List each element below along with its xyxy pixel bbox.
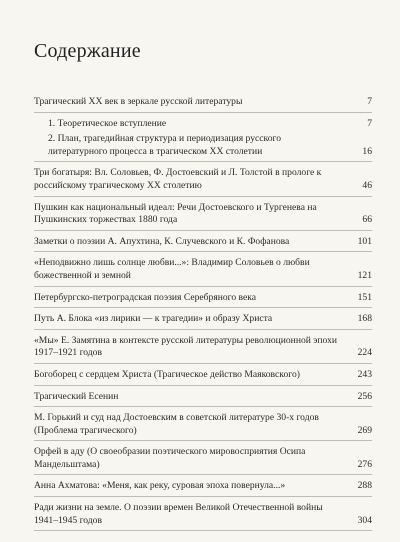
toc-entry-title: Анна Ахматова: «Меня, как реку, суровая эпоха повернула...» [34, 480, 286, 492]
toc-entry-page: 269 [357, 424, 372, 436]
toc-entry-title: Три богатыря: Вл. Соловьев, Ф. Достоевский и Л. Толстой в прологе к российскому трагическому XX столетию [34, 167, 322, 191]
toc-entry [34, 313, 372, 330]
toc-entry [34, 335, 372, 364]
toc-entry [34, 202, 372, 231]
toc-entry-page: 46 [362, 179, 372, 191]
toc-entry [34, 502, 372, 531]
toc-entry-title: Заметки о поэзии А. Апухтина, К. Случевского и К. Фофанова [34, 235, 290, 247]
toc-entry [34, 236, 372, 253]
toc-entry [34, 412, 372, 441]
toc-entry-title: Трагический Есенин [34, 390, 119, 402]
toc-entry-title: «Мы» Е. Замятина в контексте русской литературы революционной эпохи 1917–1921 годов [34, 334, 338, 359]
toc-subentry [34, 118, 372, 132]
toc-entry-title: «Неподвижно лишь солнце любви...»: Владимир Соловьев о любви божественной и земной [34, 257, 310, 281]
toc-entry-page: 304 [357, 514, 372, 526]
toc-entry-page: 16 [362, 145, 372, 157]
toc-entry [34, 480, 372, 497]
toc-entry-page: 66 [362, 214, 372, 226]
toc-entry-page: 168 [357, 313, 372, 325]
toc-entry [34, 292, 372, 309]
toc-entry [34, 369, 372, 386]
toc-entry-title: Пушкин как национальный идеал: Речи Достоевского и Тургенева на Пушкинских торжествах 1880 года [34, 201, 317, 226]
toc-entry-title: Петербургско-петроградская поэзия Серебряного века [34, 291, 257, 303]
toc-entry-page: 7 [367, 117, 372, 129]
toc-entry-title: Путь А. Блока «из лирики — к трагедии» и образу Христа [34, 313, 273, 325]
toc-entry [34, 167, 372, 196]
toc-entry-title: М. Горький и суд над Достоевским в советской литературе 30-х годов (Проблема трагического) [34, 412, 319, 436]
toc-entry-page: 151 [357, 291, 372, 303]
toc-entry-page: 7 [367, 96, 372, 107]
toc-entry-title: Ради жизни на земле. О поэзии времен Великой Отечественной войны 1941–1945 годов [34, 502, 323, 526]
toc-entry-page: 121 [357, 269, 372, 281]
toc-entry [34, 446, 372, 475]
toc-entry-page: 101 [357, 235, 372, 247]
toc-entry-title: Орфей в аду (О своеобразии поэтического мировосприятия Осипа Мандельштама) [34, 446, 306, 470]
toc-entry-page: 256 [357, 390, 372, 402]
toc-entry-page: 276 [357, 458, 372, 470]
page-title: Содержание [34, 40, 141, 62]
toc-entry [34, 96, 372, 113]
toc-entry-title: 2. План, трагедийная структура и периодизация русского литературного процесса в трагическом XX столетии [48, 133, 282, 157]
toc-entry-title: Трагический XX век в зеркале русской литературы [34, 96, 243, 107]
toc-entry [34, 257, 372, 286]
toc-entry-title: Богоборец с сердцем Христа (Трагическое действо Маяковского) [34, 368, 300, 380]
toc-entry-page: 224 [357, 347, 372, 359]
toc-entry-page: 288 [357, 480, 372, 492]
toc-entry [34, 391, 372, 408]
toc-entry-page: 243 [357, 368, 372, 380]
toc-subentry [34, 133, 372, 162]
toc-entry-title: 1. Теоретическое вступление [48, 117, 167, 129]
table-of-contents [34, 96, 372, 536]
